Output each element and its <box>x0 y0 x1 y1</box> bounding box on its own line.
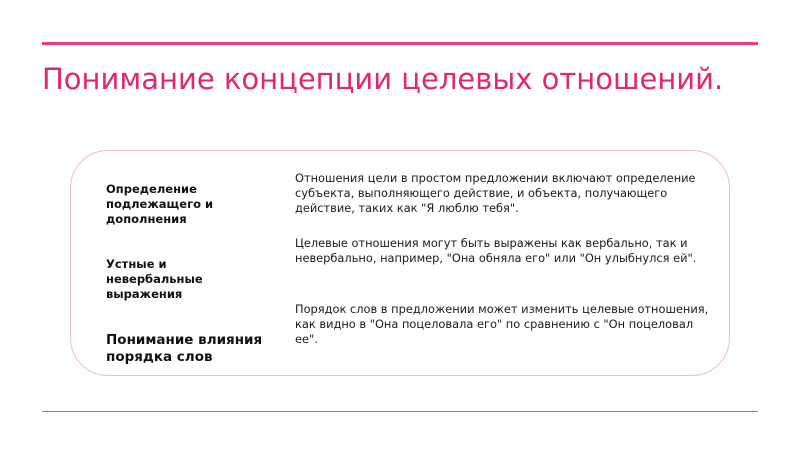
slide-title: Понимание концепции целевых отношений. <box>42 62 724 96</box>
row-description-subject-object: Отношения цели в простом предложении включают определение субъекта, выполняющего действие, и объекта, получающего действие, таких как "Я люблю тебя". <box>295 171 696 215</box>
row-label-word-order: Понимание влияния порядка слов <box>106 332 263 365</box>
row-label-verbal-nonverbal: Устные и невербальные выражения <box>106 257 203 301</box>
row-description-verbal-nonverbal: Целевые отношения могут быть выражены как вербально, так и невербально, например, "Она обняла его" или "Он улыбнулся ей". <box>295 236 697 265</box>
row-description-word-order: Порядок слов в предложении может изменить целевые отношения, как видно в "Она поцеловала его" по сравнению с "Он поцеловал ее". <box>295 302 709 346</box>
row-label-subject-object: Определение подлежащего и дополнения <box>106 182 214 226</box>
top-divider <box>42 42 758 45</box>
bottom-divider <box>42 411 758 412</box>
